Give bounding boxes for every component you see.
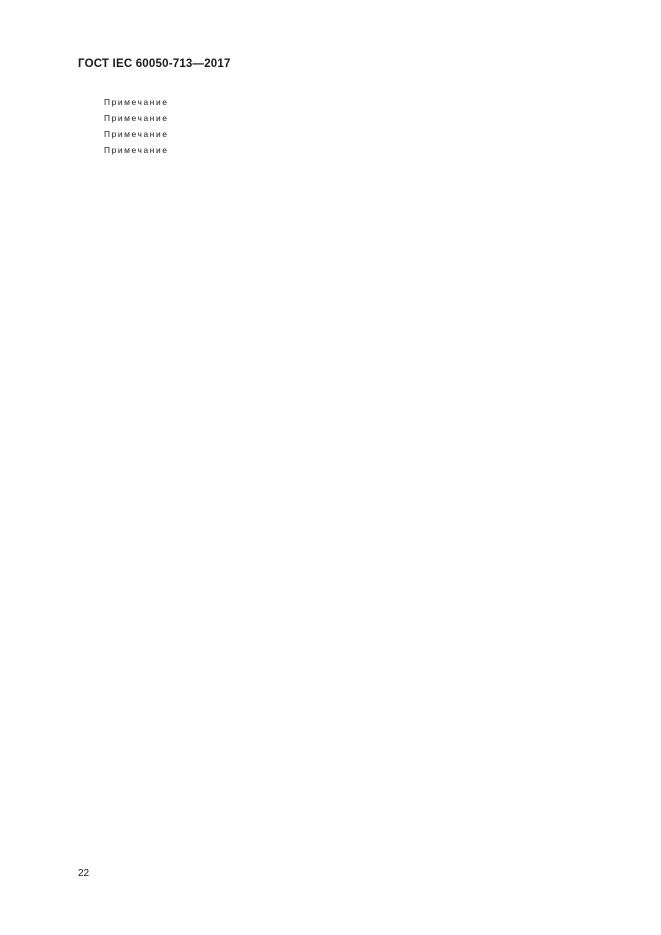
note-label: Примечание [104,97,169,107]
note-label: Примечание [104,129,169,139]
note-paragraph [78,113,614,124]
note-paragraph [78,97,614,108]
note-paragraph [78,129,614,140]
document-header: ГОСТ IEC 60050-713—2017 [78,58,231,70]
note-label: Примечание [104,145,169,155]
page-number: 22 [78,868,90,879]
note-paragraph [78,145,614,156]
note-label: Примечание [104,113,169,123]
document-body [78,93,614,161]
